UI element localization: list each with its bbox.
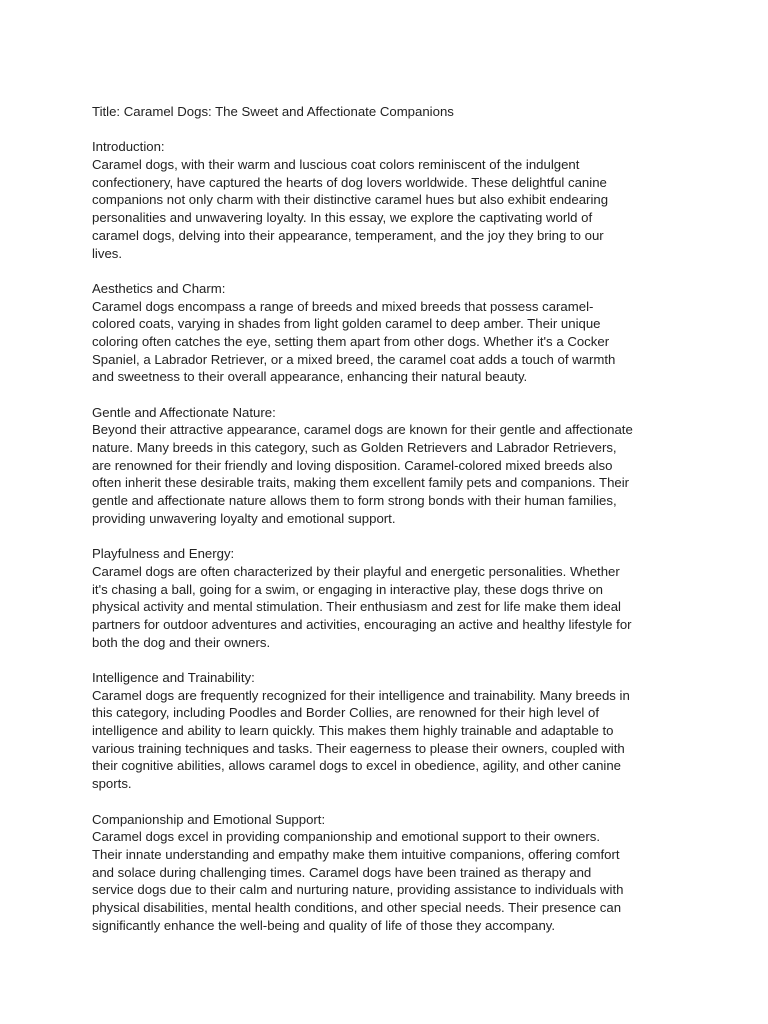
paragraph-line: Caramel dogs, with their warm and luscious coat colors reminiscent of the indulgent [92,157,580,173]
paragraph-line: companions not only charm with their distinctive caramel hues but also exhibit endearing [92,192,609,208]
paragraph-gap [92,651,692,669]
paragraph-line: Their innate understanding and empathy make them intuitive companions, offering comfort [92,846,620,862]
section-heading-companionship: Companionship and Emotional Support: [92,811,326,827]
section-heading-playfulness: Playfulness and Energy: [92,546,235,562]
paragraph-line: Spaniel, a Labrador Retriever, or a mixed breed, the caramel coat adds a touch of warmth [92,351,616,367]
paragraph-line: gentle and affectionate nature allows them to form strong bonds with their human families, [92,493,617,509]
section-heading-gentle-nature: Gentle and Affectionate Nature: [92,404,276,420]
paragraph-line: physical disabilities, mental health conditions, and other special needs. Their presence can [92,899,622,915]
paragraph-line: providing unwavering loyalty and emotional support. [92,510,396,526]
paragraph-line: nature. Many breeds in this category, such as Golden Retrievers and Labrador Retrievers, [92,440,617,456]
paragraph-line: often inherit these desirable traits, making them excellent family pets and companions. Their [92,475,630,491]
paragraph-line: both the dog and their owners. [92,634,271,650]
paragraph-line: Beyond their attractive appearance, caramel dogs are known for their gentle and affectionate [92,422,633,438]
paragraph-line: intelligence and ability to learn quickly. This makes them highly trainable and adaptable to [92,723,614,739]
paragraph-line: Caramel dogs are often characterized by their playful and energetic personalities. Whether [92,563,620,579]
paragraph-line: caramel dogs, delving into their appearance, temperament, and the joy they bring to our [92,227,604,243]
section-heading-introduction: Introduction: [92,139,165,155]
paragraph-line: physical activity and mental stimulation. Their enthusiasm and zest for life make them ideal [92,599,621,615]
paragraph-line: their cognitive abilities, allows caramel dogs to excel in obedience, agility, and other canine [92,758,622,774]
paragraph-line: Caramel dogs are frequently recognized for their intelligence and trainability. Many breeds in [92,687,630,703]
document-page [92,103,692,934]
paragraph-line: sports. [92,776,132,792]
paragraph-gap [92,262,692,280]
paragraph-gap [92,793,692,811]
paragraph-line: and solace during challenging times. Caramel dogs have been trained as therapy and [92,864,592,880]
paragraph-line: service dogs due to their calm and nurturing nature, providing assistance to individuals with [92,882,624,898]
paragraph-gap [92,386,692,404]
paragraph-line: confectionery, have captured the hearts of dog lovers worldwide. These delightful canine [92,174,607,190]
section-heading-intelligence: Intelligence and Trainability: [92,670,255,685]
paragraph-line: it's chasing a ball, going for a swim, or engaging in interactive play, these dogs thrive on [92,581,604,597]
paragraph-line: significantly enhance the well-being and quality of life of those they accompany. [92,917,556,933]
paragraph-line: colored coats, varying in shades from light golden caramel to deep amber. Their unique [92,316,601,332]
paragraph-line: personalities and unwavering loyalty. In this essay, we explore the captivating world of [92,210,593,226]
document-title: Title: Caramel Dogs: The Sweet and Affectionate Companions [92,104,454,119]
paragraph-line: this category, including Poodles and Border Collies, are renowned for their high level of [92,705,600,721]
paragraph-line: and sweetness to their overall appearance, enhancing their natural beauty. [92,369,528,385]
paragraph-line: are renowned for their friendly and loving disposition. Caramel-colored mixed breeds also [92,457,613,473]
paragraph-gap [92,121,692,139]
paragraph-line: Caramel dogs excel in providing companionship and emotional support to their owners. [92,829,601,845]
paragraph-line: coloring often catches the eye, setting them apart from other dogs. Whether it's a Cocker [92,333,610,349]
paragraph-line: lives. [92,245,123,261]
paragraph-line: partners for outdoor adventures and activities, encouraging an active and healthy lifestyle for [92,616,632,632]
paragraph-gap [92,528,692,546]
paragraph-line: Caramel dogs encompass a range of breeds and mixed breeds that possess caramel- [92,298,594,314]
section-heading-aesthetics: Aesthetics and Charm: [92,280,226,296]
paragraph-line: various training techniques and tasks. Their eagerness to please their owners, coupled with [92,740,625,756]
